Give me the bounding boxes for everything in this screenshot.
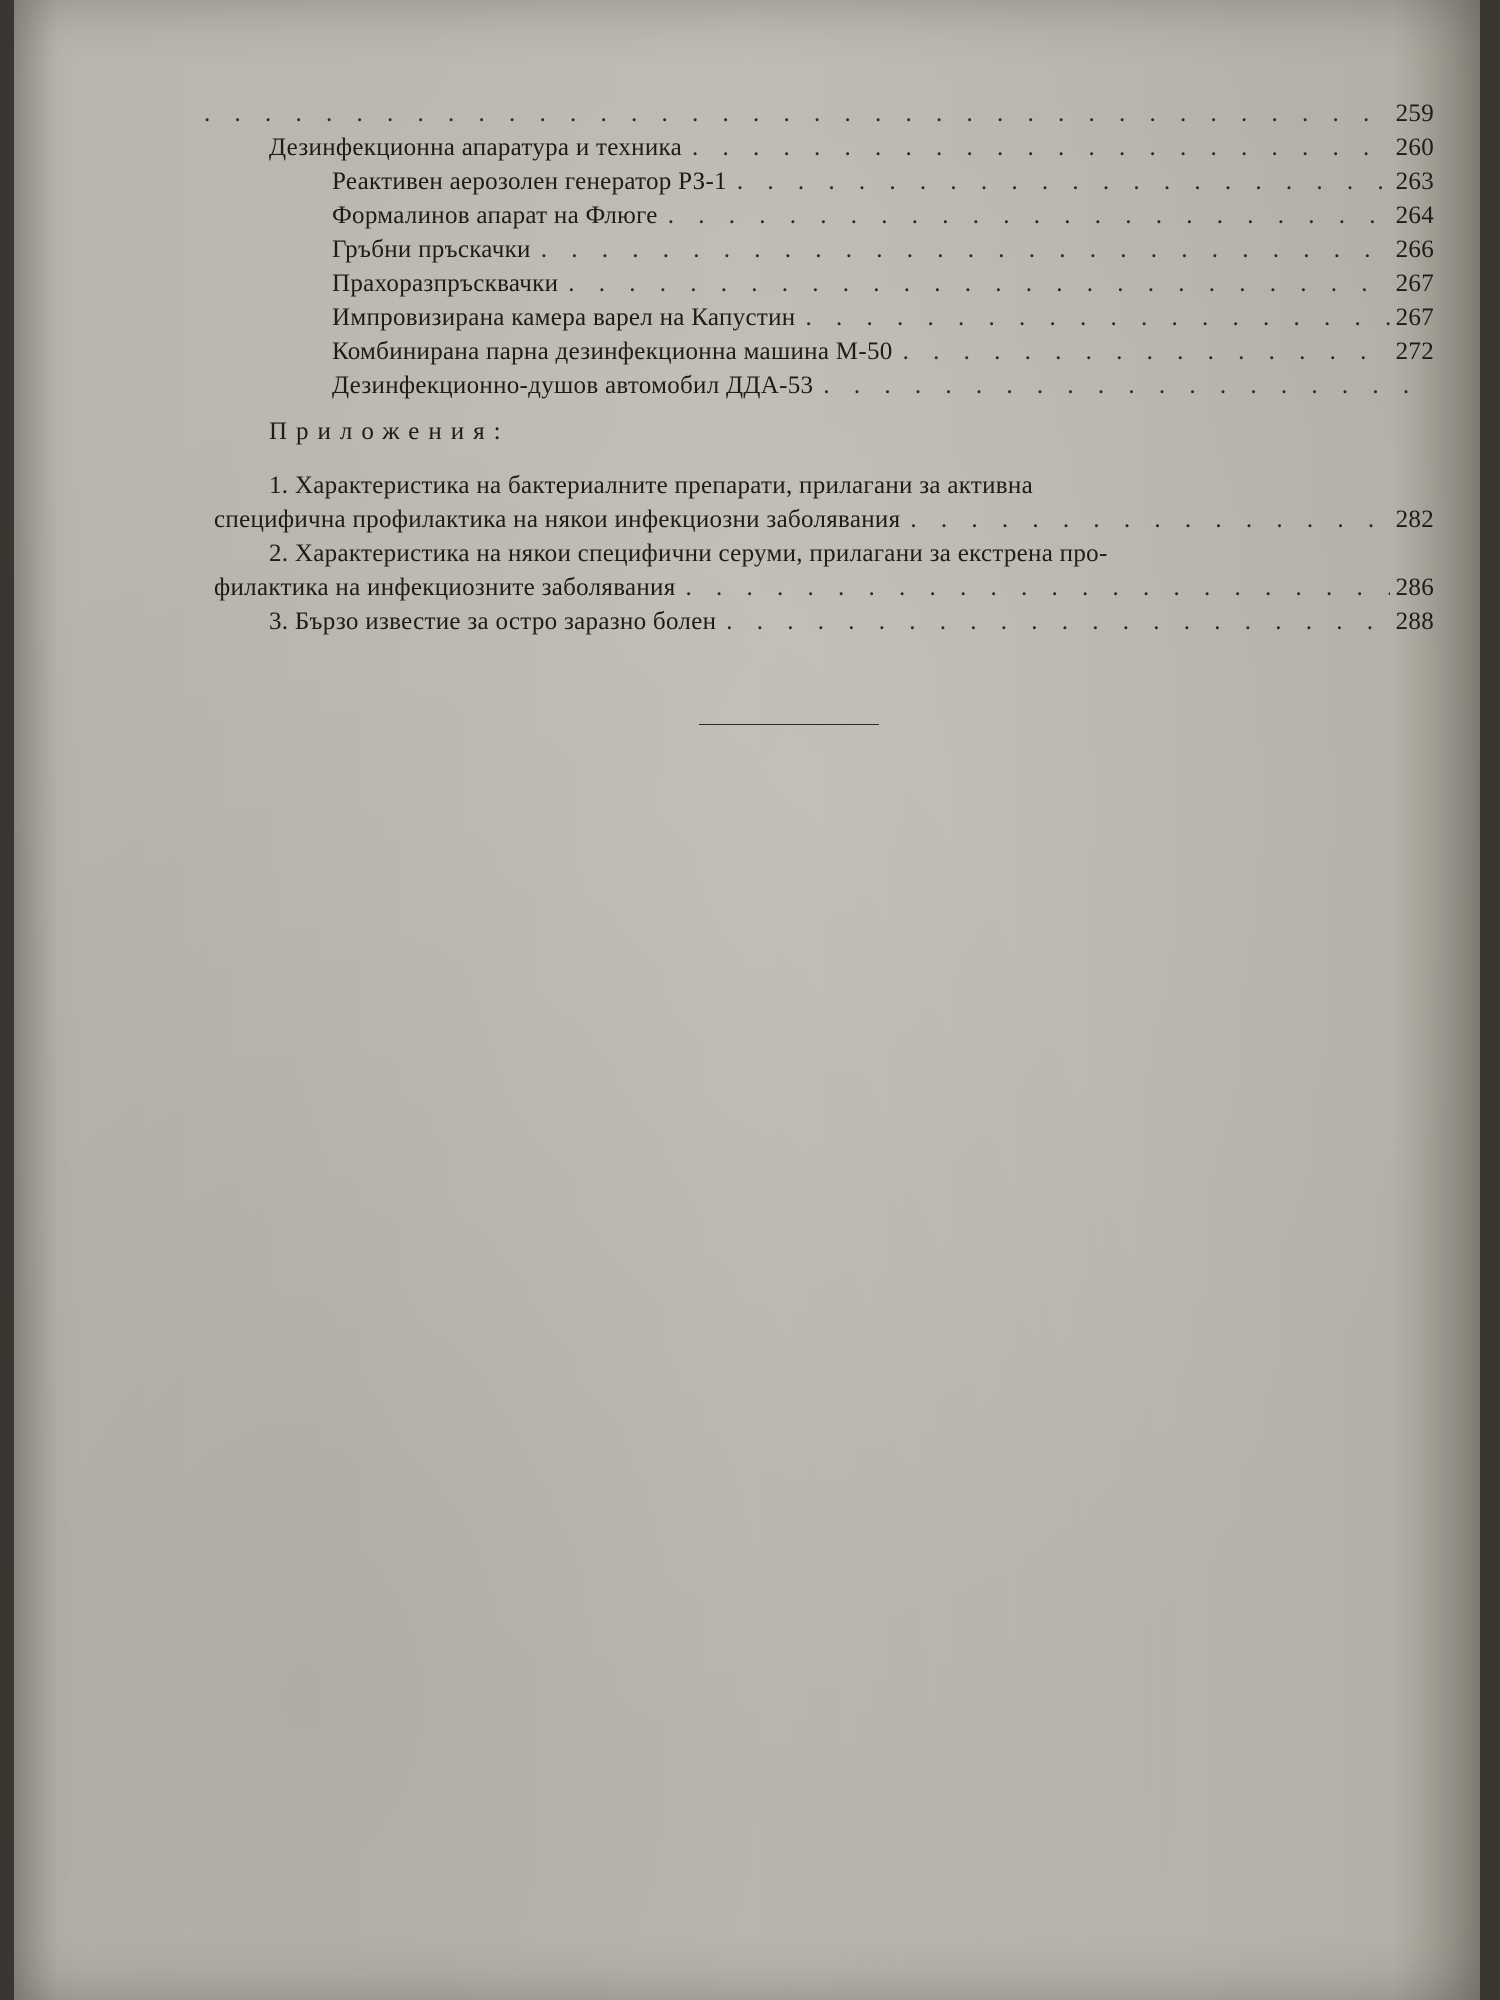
- toc-entry: [332, 270, 1434, 304]
- toc-entry-page: 259: [1395, 100, 1434, 127]
- toc-entry: [269, 134, 1434, 168]
- toc-entry-title: Прахоразпръсквачки: [332, 270, 559, 297]
- toc-entry-title: Гръбни пръскачки: [332, 236, 531, 263]
- book-page: [14, 0, 1480, 2000]
- toc-entry-title: Дезинфекционна апаратура и техника: [269, 134, 682, 161]
- leader-dots: [716, 608, 1389, 636]
- appendix-item-page: 288: [1395, 608, 1434, 635]
- leader-dots: [682, 134, 1390, 162]
- toc-entry-page: 260: [1395, 134, 1434, 161]
- toc-entry-page: 266: [1395, 236, 1434, 263]
- appendix-item: [214, 574, 1434, 608]
- end-rule: [699, 724, 879, 725]
- leader-dots: [813, 372, 1428, 400]
- appendix-item: [269, 608, 1434, 642]
- appendix-item: [214, 506, 1434, 540]
- toc-entry-page: 264: [1395, 202, 1434, 229]
- toc-entry: [332, 202, 1434, 236]
- leader-dots: [558, 270, 1389, 298]
- leader-dots: [658, 202, 1390, 230]
- toc-entry: [332, 236, 1434, 270]
- leader-dots: [795, 304, 1389, 332]
- leader-dots: [676, 574, 1390, 602]
- toc-entry: [194, 100, 1434, 134]
- toc-entry: [332, 372, 1434, 406]
- appendix-item-line: 2. Характеристика на някои специфични серуми, прилагани за екстрена про-: [269, 540, 1108, 567]
- appendix-item-line: 1. Характеристика на бактериалните препарати, прилагани за активна: [269, 472, 1033, 499]
- toc-entry-title: Импровизирана камера варел на Капустин: [332, 304, 796, 331]
- appendix-item-title: специфична профилактика на някои инфекциозни заболявания: [214, 506, 901, 533]
- toc-entry-page: 267: [1395, 304, 1434, 331]
- toc-entry: [332, 338, 1434, 372]
- appendix-item-title: филактика на инфекциозните заболявания: [214, 574, 676, 601]
- appendix-heading: Приложения:: [269, 418, 510, 445]
- toc-entry: [332, 168, 1434, 202]
- toc-entry-title: Дезинфекционно-душов автомобил ДДА-53: [332, 372, 814, 399]
- leader-dots: [893, 338, 1390, 366]
- toc-entry-page: 267: [1395, 270, 1434, 297]
- leader-dots: [194, 100, 1390, 128]
- toc-entry-page: 263: [1395, 168, 1434, 195]
- leader-dots: [727, 168, 1390, 196]
- appendix-item-page: 286: [1395, 574, 1434, 601]
- toc-entry: [332, 304, 1434, 338]
- toc-entry-title: Формалинов апарат на Флюге: [332, 202, 658, 229]
- leader-dots: [531, 236, 1390, 264]
- appendix-item-title: 3. Бързо известие за остро заразно болен: [269, 608, 717, 635]
- toc-entry-page: 272: [1395, 338, 1434, 365]
- toc-entry-title: Комбинирана парна дезинфекционна машина М-50: [332, 338, 893, 365]
- leader-dots: [900, 506, 1389, 534]
- toc-entry-title: Реактивен аерозолен генератор РЗ-1: [332, 168, 727, 195]
- appendix-item-page: 282: [1395, 506, 1434, 533]
